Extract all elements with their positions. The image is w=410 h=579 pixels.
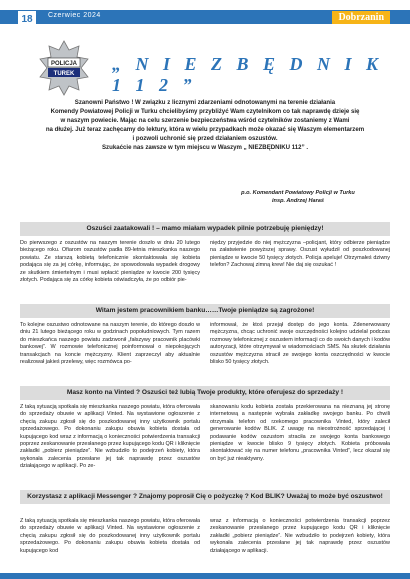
newspaper-name: Dobrzanin <box>332 11 390 24</box>
intro-line: Szanowni Państwo ! W związku z licznymi zdarzeniami odnotowanymi na terenie działania <box>74 99 336 106</box>
signature <box>218 189 378 205</box>
column-text: informował, że ktoś przejął dostęp do jego konta. Zdenerwowany mężczyzna, chcąc uchronić swoje oszczędności kolejno udzielał podczas rozmowy telefonicznej z oszustem informacji co do swoich danych i kodów autoryzacji, które otrzymywał w wiadomościach SMS. Na skutek działania oszustów mężczyzna stracił ze swojego konta oszczędności w kwocie blisko 50 tysięcy złotych. <box>210 322 390 366</box>
header-stripe <box>0 24 410 30</box>
section-title: Oszuści zaatakowali ! – mamo miałam wypadek pilnie potrzebuję pieniędzy! <box>20 222 390 236</box>
column-text: wraz z informacją o konieczności potwierdzenia transakcji poprzez zeskanowanie przesłanego przez kupującego kodu QR i kliknięcie zakładki „pobierz pieniądze”. Nie wzbudziło to podejrzeń kobiety, która wykonała zalecenia przesłane jej tak naprawdę przez oszustów działającego w aplikacji. <box>210 518 390 554</box>
column-text: skanowaniu kodu kobieta została przekierowana na nieznaną jej stronę internetową a następnie wybrała zakładkę swojego banku. Po chwili otrzymała telefon od rzekomego pracownika Vinted, który zalecił generowanie kodów BLIK. Z uwagę na nieostrożność sprzedającej i podawanie kodów oszustom straciła ze swojego konta bankowego pieniądze w kwocie blisko 9 tysięcy złotych. Kobieta próbowała skontaktować się na numer telefonu „pracownika Vinted”, lecz okazał się on być już nieaktywny. <box>210 404 390 462</box>
badge-text-bottom: TUREK <box>53 71 75 77</box>
intro-line: na dłużej. Już teraz zachęcamy do lektury, która w wielu przypadkach może okazać się Waszym elementarzem <box>45 126 365 133</box>
column-text: Z taką sytuacją spotkała się mieszkanka naszego powiatu, która oferowała do sprzedaży obuwie w aplikacji Vinted. Na wystawione ogłoszenie z chęcią zakupu zgłosił się do poszkodowanej inny użytkownik portalu sprzedażowego. Po dokonaniu zakupu obuwia kobieta dostała od kupującego kod wraz z informacją o konieczności potwierdzenia transakcji poprzez zeskanowanie przesłanego przez kupującego kodu QR i kliknięcie zakładki „pobierz pieniądze”. Nie wzbudziło to podejrzeń kobiety, która wykonała zalecenia przesłane jej tak naprawdę przez oszustów działającego w aplikacji. Po ze- <box>20 404 200 470</box>
column-text: niędzy przyjedzie do niej mężczyzna –policjant, który odbierze pieniądze na załatwienie powyższej sprawy. Oszust wyłudził od poszkodowanej pieniądze w kwocie 50 tysięcy złotych. Policja apeluje! Otrzymałeś dziwny telefon? Zachowaj zimną krew! Nie daj się oszukać ! <box>210 240 390 269</box>
intro-text <box>12 98 398 152</box>
signature-title: p.o. Komendant Powiatowy Policji w Turku <box>241 190 355 196</box>
page-title: „ N I E Z B Ę D N I K 1 1 2 ” <box>112 54 384 95</box>
section-title: Witam jestem pracownikiem banku……Twoje pieniądze są zagrożone! <box>20 304 390 318</box>
footer-stripe <box>0 571 410 573</box>
page-number: 18 <box>18 11 36 29</box>
column-text: Do pierwszego z oszustów na naszym terenie doszło w dniu 20 lutego bieżącego roku. Ofiarom oszustów padła 89-letnia mieszkanka naszego powiatu. Ze starszą kobietą telefonicznie skontaktowała się kobieta podająca się za jej córkę, informując, że spowodowała wypadek drogowy ze skutkiem śmiertelnym i musi wpłacić pieniądze w kwocie 200 tysięcy złotych. Podająca się za córkę kobieta oświadczyła, że po odbiór pie- <box>20 240 200 284</box>
intro-line: i pozwoli uchronić się przed działaniem oszustów. <box>132 135 278 142</box>
intro-line: w naszym powiecie. Mając na celu szerzenie bezpieczeństwa wśród czytelników zostaniemy z Wami <box>60 117 350 124</box>
intro-line: Szukaćcie nas zawsze w tym miejscu w Waszym „ NIEZBĘDNIKU 112” . <box>101 144 309 151</box>
issue-date: Czerwiec 2024 <box>48 12 101 19</box>
section-title: Korzystasz z aplikacji Messenger ? Znajomy poprosił Cię o pożyczkę ? Kod BLIK? Uważaj to może być oszustwo! <box>20 490 390 504</box>
signature-name: insp. Andrzej Haraś <box>271 198 324 204</box>
column-text: Z taką sytuacją spotkała się mieszkanka naszego powiatu, która oferowała do sprzedaży obuwie w aplikacji Vinted. Na wystawione ogłoszenie z chęcią zakupu zgłosił się do poszkodowanej inny użytkownik portalu sprzedażowego. Po dokonaniu zakupu obuwia kobieta dostała od kupującego kod <box>20 518 200 554</box>
section-body <box>20 518 390 568</box>
column-text: To kolejne oszustwo odnotowane na naszym terenie, do którego doszło w dniu 21 lutego bieżącego roku w godzinach popołudniowych. Tym razem do mieszkańca naszego powiatu zadzwonił „fałszywy pracownik placówki bankowej”. W rozmowie telefonicznej poinformował o niepokojących transakcjach na koncie mężczyzny. Klient zaprzeczył aby aktualnie realizował jakieś przelewy, więc rozmówca po- <box>20 322 200 366</box>
badge-text-top: POLICJA <box>50 61 78 67</box>
intro-line: Komendy Powiatowej Policji w Turku chcielibyśmy przybliżyć Wam czytelnikom co tak naprawdę dzieje się <box>50 108 360 115</box>
section-title: Masz konto na Vinted ? Oszuści też lubią Twoje produkty, które oferujesz do sprzedaży ! <box>20 386 390 400</box>
section-body <box>20 240 390 300</box>
page-header <box>0 10 410 30</box>
section-body <box>20 322 390 382</box>
police-badge-icon <box>38 40 90 96</box>
section-body <box>20 404 390 486</box>
